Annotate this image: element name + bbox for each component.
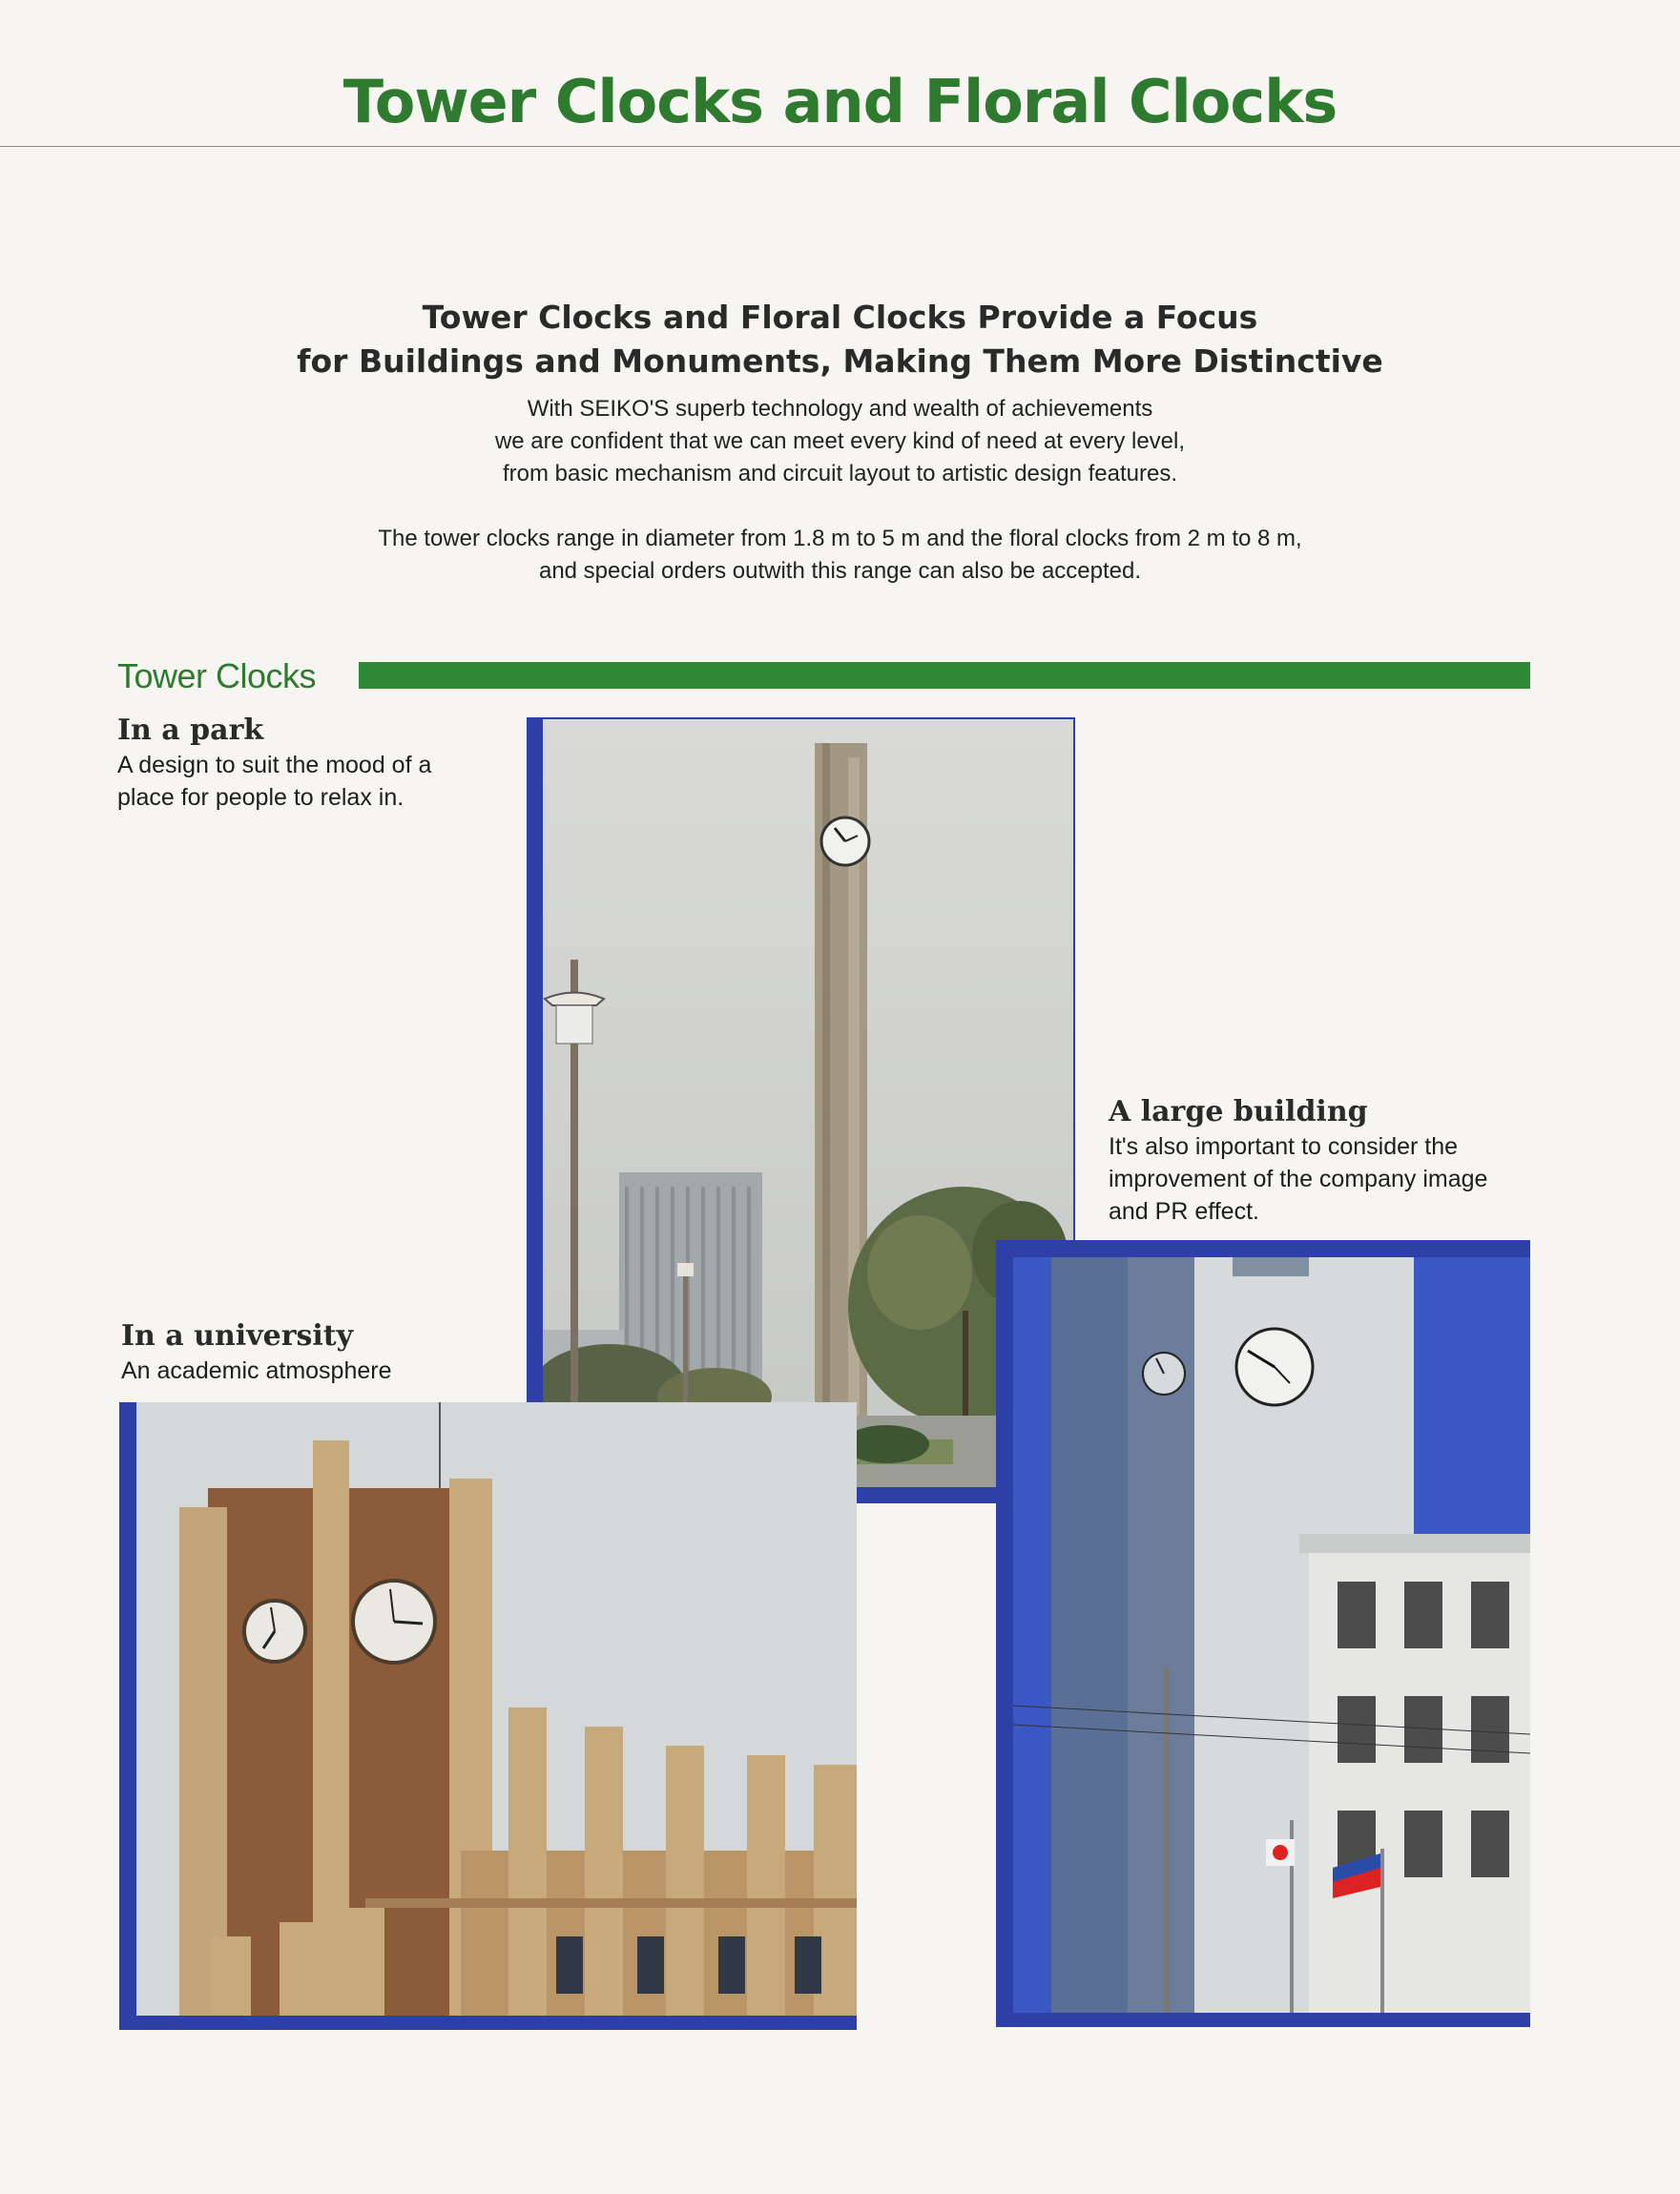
caption-building-line-3: and PR effect. xyxy=(1109,1198,1259,1225)
caption-building xyxy=(1109,1095,1538,1228)
range-line-1: The tower clocks range in diameter from 1.8 m to 5 m and the floral clocks from 2 m to 8 m, xyxy=(378,526,1302,551)
caption-park-line-2: place for people to relax in. xyxy=(117,784,404,811)
section-bar xyxy=(359,662,1530,689)
intro-line-2: we are confident that we can meet every kind of need at every level, xyxy=(494,428,1186,454)
caption-building-text xyxy=(1109,1130,1538,1228)
caption-university xyxy=(121,1319,522,1387)
page-title: Tower Clocks and Floral Clocks xyxy=(342,67,1338,136)
park-photo-frame xyxy=(527,717,1075,1503)
caption-park-text xyxy=(117,749,518,814)
caption-park-heading: In a park xyxy=(117,714,264,747)
university-photo-frame xyxy=(119,1402,857,2030)
intro-line-1: With SEIKO'S superb technology and wealth of achievements xyxy=(527,396,1153,422)
caption-park xyxy=(117,714,518,814)
large-building-clock-tower-photo xyxy=(1013,1257,1530,2013)
title-divider xyxy=(0,146,1680,147)
intro-line-3: from basic mechanism and circuit layout to artistic design features. xyxy=(503,461,1177,486)
caption-building-line-1: It's also important to consider the xyxy=(1109,1133,1459,1160)
caption-university-text xyxy=(121,1355,522,1387)
range-line-2: and special orders outwith this range can also be accepted. xyxy=(538,558,1142,584)
building-photo-frame xyxy=(996,1240,1530,2027)
subtitle-line-2: for Buildings and Monuments, Making Them More Distinctive xyxy=(297,342,1383,380)
range-paragraph xyxy=(0,523,1680,588)
subtitle-line-1: Tower Clocks and Floral Clocks Provide a Focus xyxy=(422,299,1258,336)
intro-paragraph xyxy=(0,393,1680,490)
caption-university-line-1: An academic atmosphere xyxy=(121,1357,392,1384)
university-clock-tower-photo xyxy=(136,1402,857,2016)
caption-building-line-2: improvement of the company image xyxy=(1109,1166,1488,1192)
caption-university-heading: In a university xyxy=(121,1319,354,1353)
subtitle xyxy=(0,296,1680,383)
section-heading: Tower Clocks xyxy=(117,656,317,695)
park-clock-tower-photo xyxy=(543,719,1073,1487)
caption-building-heading: A large building xyxy=(1109,1095,1368,1128)
caption-park-line-1: A design to suit the mood of a xyxy=(117,752,432,778)
